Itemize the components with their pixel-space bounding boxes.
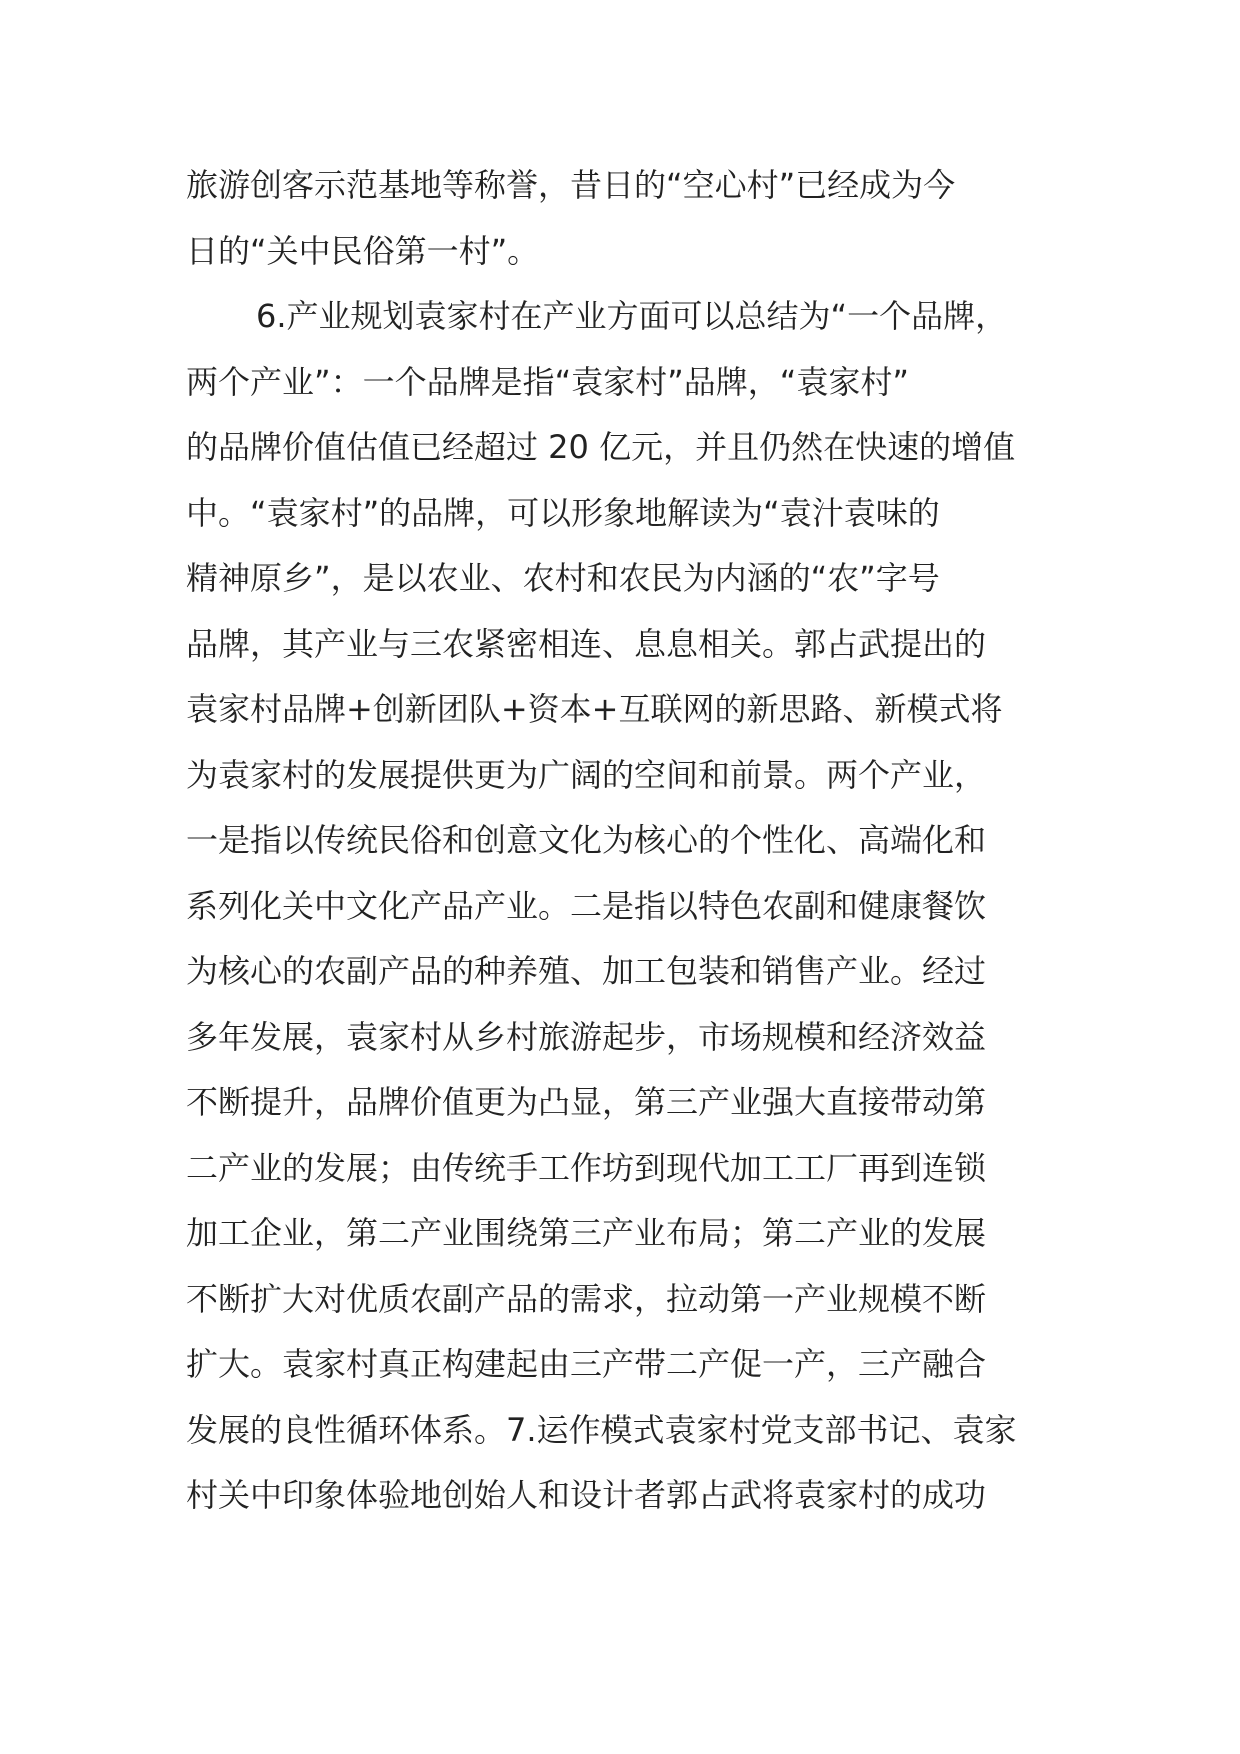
text-line: 的品牌价值估值已经超过 20 亿元，并且仍然在快速的增值 xyxy=(186,428,1016,466)
text-line: 两个产业”：一个品牌是指“袁家村”品牌，“袁家村” xyxy=(186,362,909,401)
text-line: 多年发展，袁家村从乡村旅游起步，市场规模和经济效益 xyxy=(186,1017,987,1056)
text-line: 不断扩大对优质农副产品的需求，拉动第一产业规模不断 xyxy=(186,1279,987,1318)
text-line: 扩大。袁家村真正构建起由三产带二产促一产，三产融合 xyxy=(186,1345,987,1383)
paragraph-start-line: 6.产业规划袁家村在产业方面可以总结为“一个品牌， xyxy=(256,297,1008,335)
text-line: 不断提升，品牌价值更为凸显，第三产业强大直接带动第 xyxy=(186,1083,987,1121)
document-body-text xyxy=(186,153,1066,1529)
text-line: 一是指以传统民俗和创意文化为核心的个性化、高端化和 xyxy=(186,821,987,859)
text-line: 发展的良性循环体系。7.运作模式袁家村党支部书记、袁家 xyxy=(186,1410,1017,1449)
text-line: 品牌，其产业与三农紧密相连、息息相关。郭占武提出的 xyxy=(186,624,987,663)
text-line: 日的“关中民俗第一村”。 xyxy=(186,231,540,270)
text-line: 村关中印象体验地创始人和设计者郭占武将袁家村的成功 xyxy=(186,1476,987,1514)
text-line: 加工企业，第二产业围绕第三产业布局；第二产业的发展 xyxy=(186,1214,987,1252)
text-line: 中。“袁家村”的品牌，可以形象地解读为“袁汁袁味的 xyxy=(186,493,940,532)
text-line: 旅游创客示范基地等称誉，昔日的“空心村”已经成为今 xyxy=(186,166,956,204)
text-line: 系列化关中文化产品产业。二是指以特色农副和健康餐饮 xyxy=(186,886,987,925)
text-line: 为袁家村的发展提供更为广阔的空间和前景。两个产业， xyxy=(186,755,987,794)
text-line: 袁家村品牌+创新团队+资本+互联网的新思路、新模式将 xyxy=(186,690,1003,728)
text-line: 为核心的农副产品的种养殖、加工包装和销售产业。经过 xyxy=(186,952,987,990)
text-line: 精神原乡”，是以农业、农村和农民为内涵的“农”字号 xyxy=(186,559,940,597)
text-line: 二产业的发展；由传统手工作坊到现代加工工厂再到连锁 xyxy=(186,1148,987,1187)
